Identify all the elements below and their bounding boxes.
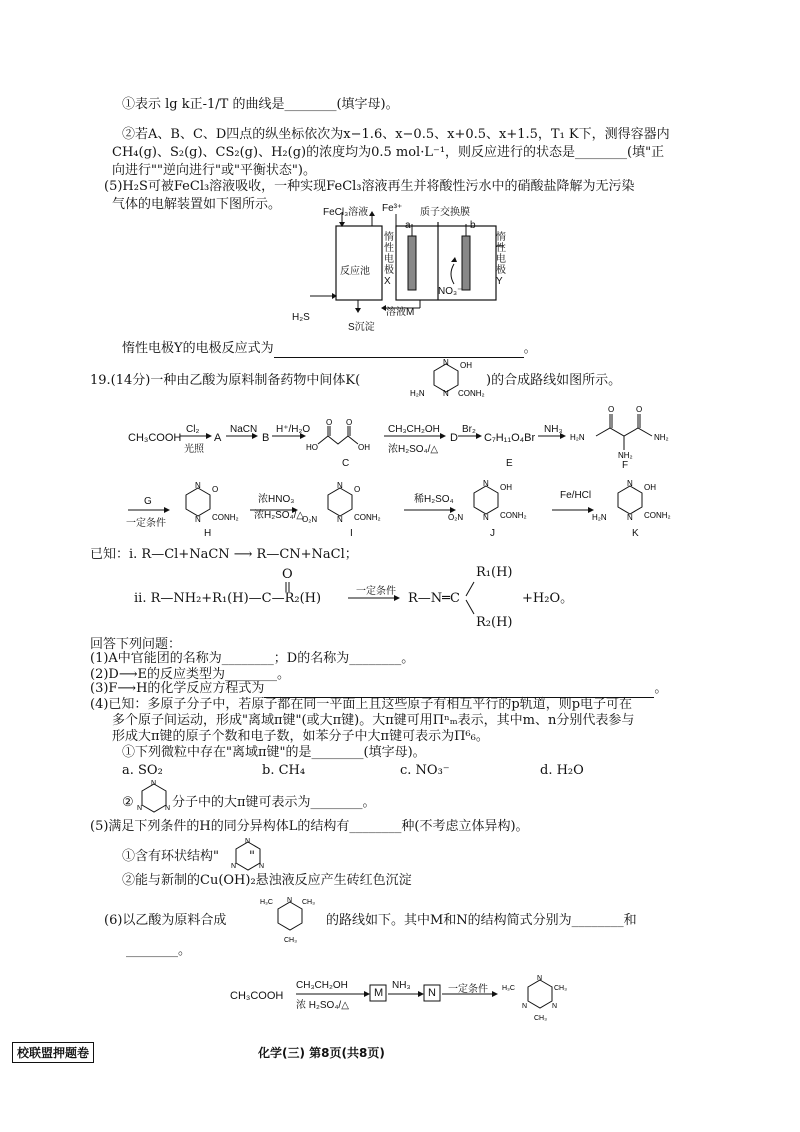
route2-cond1-bottom: 一定条件 [126, 518, 166, 529]
route6-n: N [428, 987, 436, 999]
route2-cond2-bottom: 浓H₂SO₄/△ [254, 510, 305, 521]
svg-text:N: N [627, 513, 633, 522]
known-ii-tail: +H₂O。 [522, 591, 574, 606]
trimethyltriazine-structure [256, 888, 326, 944]
route2-j: J [490, 528, 495, 539]
q19-3: (3)F⟶H的化学反应方程式为 。 [90, 681, 668, 696]
route6-cond2-top: NH₃ [392, 980, 411, 991]
diagram-b: b [470, 220, 476, 231]
q19-5-cond1: ①含有环状结构" " [122, 849, 255, 864]
svg-text:O: O [326, 418, 333, 427]
svg-text:N: N [552, 1003, 558, 1010]
q19-6: (6)以乙酸为原料合成 [104, 913, 227, 928]
route1-b: B [262, 432, 270, 444]
diagram-a: a [405, 220, 411, 231]
route1-cond2-top: NaCN [230, 424, 258, 435]
svg-text:O: O [346, 418, 353, 427]
svg-text:HO: HO [306, 443, 318, 452]
q19-4e-prefix: ② [122, 795, 134, 810]
svg-text:O₂N: O₂N [448, 513, 464, 522]
svg-text:N: N [483, 513, 489, 522]
svg-text:OH: OH [358, 443, 370, 452]
structure-i [300, 480, 400, 530]
q19-5-cond2: ②能与新制的Cu(OH)₂悬浊液反应产生砖红色沉淀 [122, 873, 412, 888]
footer-left-label: 校联盟押题卷 [12, 1042, 94, 1063]
q19-title: 19.(14分)一种由乙酸为原料制备药物中间体K( [90, 373, 361, 388]
structure-c [306, 418, 386, 458]
structure-h [172, 480, 256, 530]
ask: 回答下列问题： [90, 637, 182, 652]
svg-text:H₃C: H₃C [502, 985, 515, 992]
svg-text:N: N [137, 805, 143, 812]
route6-product [500, 966, 580, 1022]
route1-cond1-top: Cl₂ [186, 424, 200, 435]
q19-title-end: )的合成路线如图所示。 [486, 373, 622, 388]
svg-text:N: N [231, 863, 237, 870]
svg-text:NH₂: NH₂ [618, 451, 633, 460]
svg-text:CH₃: CH₃ [284, 937, 297, 944]
q18-q5-line2: 气体的电解装置如下图所示。 [112, 197, 282, 212]
route2-k: K [632, 528, 639, 539]
svg-text:CONH₂: CONH₂ [458, 389, 485, 398]
svg-text:N: N [627, 479, 633, 488]
route6-cond3-top: 一定条件 [448, 984, 488, 995]
diagram-h2s: H₂S [292, 312, 310, 323]
q19-6c: ________。 [126, 943, 192, 958]
known-ii-condition: 一定条件 [356, 586, 396, 597]
q19-6b: 的路线如下。其中M和N的结构简式分别为________和 [326, 913, 637, 928]
diagram-s-precipitate: S沉淀 [348, 322, 375, 333]
svg-text:O: O [354, 485, 361, 494]
svg-text:H₂N: H₂N [410, 389, 425, 398]
svg-text:OH: OH [644, 483, 656, 492]
option-b: b. CH₄ [262, 763, 306, 778]
q19-4e: 分子中的大π键可表示为________。 [172, 795, 376, 810]
svg-text:NH₂: NH₂ [654, 433, 669, 442]
svg-text:CONH₂: CONH₂ [500, 511, 527, 520]
svg-text:O: O [212, 485, 219, 494]
route6-cond1-top: CH₃CH₂OH [296, 980, 348, 991]
known-i: 已知：i. R—Cl+NaCN ⟶ R—CN+NaCl； [90, 547, 358, 562]
q18-q5-answer-line: 惰性电极Y的电极反应式为 。 [122, 341, 537, 356]
known-ii-r2: R₂(H) [476, 615, 513, 630]
svg-text:N: N [443, 389, 449, 398]
route1-e: E [506, 458, 513, 469]
route1-c: C [342, 458, 350, 469]
svg-text:N: N [337, 481, 343, 490]
svg-text:N: N [537, 975, 543, 982]
known-ii-r1: R₁(H) [476, 565, 513, 580]
svg-text:N: N [483, 479, 489, 488]
q19-4c: 形成大π键的原子个数和电子数，如苯分子中大π键可表示为Π⁶₆。 [112, 729, 489, 744]
svg-text:N: N [337, 515, 343, 524]
route6-start: CH₃COOH [230, 990, 284, 1002]
svg-text:N: N [522, 1003, 528, 1010]
diagram-fecl3: FeCl₃溶液 [323, 207, 369, 218]
svg-text:N: N [151, 780, 157, 787]
q19-2: (2)D⟶E的反应类型为________。 [90, 667, 290, 682]
svg-text:OH: OH [500, 483, 512, 492]
q18-sub2c: 向进行""逆向进行"或"平衡状态")。 [112, 163, 316, 178]
svg-text:CH₃: CH₃ [302, 899, 315, 906]
svg-text:N: N [165, 805, 171, 812]
option-a: a. SO₂ [122, 763, 163, 778]
q18-sub2a: ②若A、B、C、D四点的纵坐标依次为x−1.6、x−0.5、x+0.5、x+1.5，T₁ K下，测得容器内 [122, 127, 670, 142]
route1-cond4-bottom: 浓H₂SO₄/△ [388, 444, 439, 455]
svg-text:O₂N: O₂N [302, 515, 318, 524]
route6-cond1-bottom: 浓 H₂SO₄/△ [296, 1000, 349, 1011]
diagram-no3: NO₃⁻ [438, 286, 463, 297]
svg-text:H₂N: H₂N [592, 513, 607, 522]
svg-text:N: N [259, 863, 265, 870]
structure-j [446, 476, 556, 530]
route2-i: I [350, 528, 353, 539]
route2-cond4-top: Fe/HCl [560, 490, 592, 501]
diagram-electrode-y: 惰 性 电 极 Y [496, 232, 506, 287]
route1-cond6-top: NH₃ [544, 424, 563, 435]
diagram-solution-m: 溶液M [386, 307, 415, 318]
diagram-membrane: 质子交换膜 [420, 207, 470, 218]
q19-4d: ①下列微粒中存在"离域π键"的是________(填字母)。 [122, 745, 426, 760]
route1-f: F [622, 460, 629, 471]
svg-text:OH: OH [460, 361, 472, 370]
q19-5: (5)满足下列条件的H的同分异构体L的结构有________种(不考虑立体异构)。 [90, 819, 529, 834]
svg-text:O: O [636, 405, 643, 414]
svg-text:CONH₂: CONH₂ [644, 511, 671, 520]
option-c: c. NO₃⁻ [400, 763, 450, 778]
route1-cond1-bottom: 光照 [184, 444, 204, 455]
route1-cond5-top: Br₂ [462, 424, 476, 435]
q18-sub2b: CH₄(g)、S₂(g)、CS₂(g)、H₂(g)的浓度均为0.5 mol·L⁻¹，则反应进行的状态是________(填"正 [112, 145, 665, 160]
route2-cond1-top: G [144, 496, 152, 507]
svg-text:CONH₂: CONH₂ [212, 513, 239, 522]
svg-text:N: N [287, 897, 293, 904]
q19-4b: 多个原子间运动，形成"离域π键"(或大π键)。大π键可用Πⁿₘ表示，其中m、n分别代表参与 [112, 713, 635, 728]
svg-text:H₂N: H₂N [570, 433, 585, 442]
triazine-icon [136, 778, 172, 818]
svg-text:O: O [608, 405, 615, 414]
route1-e-formula: C₇H₁₁O₄Br [484, 432, 536, 444]
route1-cond3-top: H⁺/H₂O [276, 424, 311, 435]
route1-cond4-top: CH₃CH₂OH [388, 424, 440, 435]
q19-4a: (4)已知：多原子分子中，若原子都在同一平面上且这些原子有相互平行的p轨道，则p电子可在 [90, 697, 633, 712]
triazine-ring-icon [230, 836, 266, 876]
known-ii-o: O [282, 567, 293, 582]
known-ii-left: ii. R—NH₂+R₁(H)—C—R₂(H) [134, 591, 322, 606]
diagram-electrode-x: 惰 性 电 极 X [384, 232, 394, 287]
svg-text:N: N [195, 515, 201, 524]
svg-text:CH₃: CH₃ [554, 985, 567, 992]
known-ii-right: R—N═C [408, 591, 460, 606]
option-d: d. H₂O [540, 763, 584, 778]
route1-a: A [214, 432, 222, 444]
svg-text:N: N [195, 481, 201, 490]
diagram-reactor: 反应池 [340, 266, 370, 277]
svg-text:N: N [443, 358, 449, 367]
q18-q5-line1: (5)H₂S可被FeCl₃溶液吸收，一种实现FeCl₃溶液再生并将酸性污水中的硝酸盐降解为无污染 [104, 179, 635, 194]
structure-k-inline [406, 356, 486, 400]
route1-start: CH₃COOH [128, 432, 182, 444]
structure-k [590, 476, 700, 530]
route2-cond3-top: 稀H₂SO₄ [414, 494, 454, 505]
route1-d: D [450, 432, 458, 444]
structure-f [566, 400, 696, 470]
svg-text:N: N [245, 838, 251, 845]
svg-text:H₃C: H₃C [260, 899, 273, 906]
route6-m: M [374, 987, 384, 999]
q19-1: (1)A中官能团的名称为________；D的名称为________。 [90, 651, 415, 666]
route2-cond2-top: 浓HNO₃ [258, 494, 295, 505]
answer-blank[interactable] [274, 343, 524, 358]
svg-text:CH₃: CH₃ [534, 1015, 547, 1022]
svg-text:CONH₂: CONH₂ [354, 513, 381, 522]
diagram-fe3: Fe³⁺ [382, 203, 403, 214]
q18-sub1: ①表示 lg k正-1/T 的曲线是________(填字母)。 [122, 97, 399, 112]
footer-page-label: 化学(三) 第8页(共8页) [258, 1046, 385, 1060]
route2-h: H [204, 528, 212, 539]
